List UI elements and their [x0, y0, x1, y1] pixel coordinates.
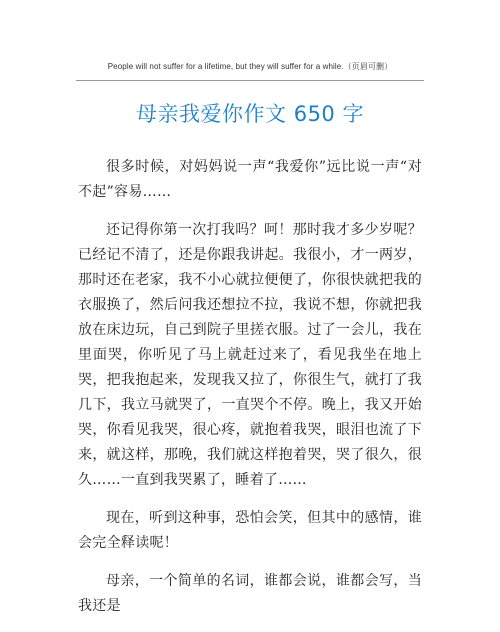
header-divider — [76, 80, 424, 81]
page-header: People will not suffer for a lifetime, but they will suffer for a while.（页眉可删） — [107, 62, 393, 71]
paragraph: 现在，听到这种事，恐怕会笑，但其中的感情，谁会完全释读呢！ — [78, 510, 422, 551]
paragraph: 母亲，一个简单的名词，谁都会说，谁都会写，当我还是 — [78, 573, 422, 614]
essay-body — [78, 155, 422, 632]
paragraph: 很多时候，对妈妈说一声“我爱你”远比说一声“对不起”容易…… — [78, 159, 422, 200]
essay-title: 母亲我爱你作文 650 字 — [136, 102, 364, 126]
paragraph: 还记得你第一次打我吗？呵！那时我才多少岁呢？已经记不清了，还是你跟我讲起。我很小，才一两岁，那时还在老家，我不小心就拉便便了，你很快就把我的衣服换了，然后问我还想拉不拉，我说不想，你就把我放在床边玩，自己到院子里搓衣服。过了一会儿，我在里面哭，你听见了马上就赶过来了，看见我坐在地上哭，把我抱起来，发现我又拉了，你很生气，就打了我几下，我立马就哭了，一直哭个不停。晚上，我又开始哭，你看见我哭，很心疼，就抱着我哭，眼泪也流了下来，就这样，那晚，我们就这样抱着哭，哭了很久，很久……一直到我哭累了，睡着了…… — [78, 222, 422, 488]
